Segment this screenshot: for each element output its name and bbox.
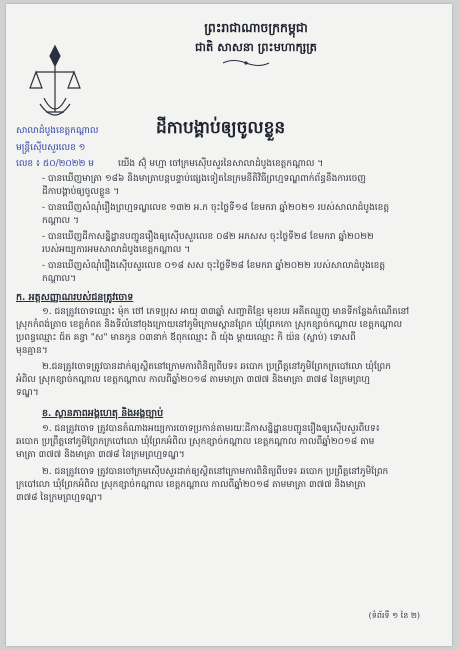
paragraph-line: ២. ជនត្រូវចោទ ត្រូវបានចៅក្រមស៊ើបសួរដាក់ឲ្យស្ថិតនៅក្រោមការពិនិត្យពីបទ៖ ឆបោក ប្រព្រឹត្តនៅភូមិព្រែក xyxy=(42,467,389,477)
paragraph-line: ទណ្ឌ។ xyxy=(16,388,39,398)
consideration-line: - បានឃើញមាត្រា ១៨៦ និងមាត្រាបន្តបន្ទាប់ផ្សេងទៀតនៃក្រមនីតិវិធីព្រហ្មទណ្ឌពាក់ព័ន្ធនឹងការចេញ xyxy=(42,174,366,184)
consideration-line: របស់អយ្យការអមសាលាដំបូងខេត្តកណ្តាល ។ xyxy=(42,245,191,255)
page-number: (ទំព័រទី ១ នៃ ២) xyxy=(368,611,420,620)
document-title: ដីកាបង្គាប់ឲ្យចូលខ្លួន xyxy=(156,118,286,138)
section-identity-heading: ក. អត្តសញ្ញាណរបស់ជនត្រូវចោទ xyxy=(16,292,134,303)
paragraph-line: មាត្រា ៣៧៧ និងមាត្រា ៣៧៨ នៃក្រមព្រហ្មទណ្ឌ។ xyxy=(16,450,185,460)
paragraph-line: ៣៧៨ នៃក្រមព្រហ្មទណ្ឌ។ xyxy=(16,493,103,503)
ornament-divider-icon xyxy=(221,58,271,68)
paragraph-line: ១. ជនត្រូវចោទ ត្រូវបានតំណាងអយ្យការចោទប្រកាន់តាមរយៈដីកាសន្និដ្ឋានបញ្ជូនរឿងឲ្យស៊ើបសួរពីបទ៖ xyxy=(42,424,380,434)
investigating-office: មន្ត្រីស៊ើបសួរលេខ ១ xyxy=(16,143,86,153)
consideration-line: - បានឃើញសំណុំរឿងព្រហ្មទណ្ឌលេខ ១៣២ អ.ក ចុះថ្ងៃទី១៨ ខែមករា ឆ្នាំ២០២១ របស់សាលាដំបូងខេត្ត xyxy=(42,203,390,213)
document-page xyxy=(6,4,452,646)
consideration-line: កណ្តាល។ xyxy=(42,274,77,284)
issuing-judge-line: យើង ស៊ុំ មហ្មា ចៅក្រមស៊ើបសួរនៃសាលាដំបូងខេត្តកណ្តាល ។ xyxy=(118,159,324,169)
kingdom-heading: ព្រះរាជាណាចក្រកម្ពុជា xyxy=(204,20,308,35)
paragraph-line: ១. ជនត្រូវចោទឈ្មោះ ម៉ុក ថៅ ភេទប្រុស អាយុ ៣៣ឆ្នាំ សញ្ជាតិខ្មែរ មុខរបរ អតីតឈ្មួញ មានទីកន្លែងកំណើតនៅ xyxy=(42,307,410,317)
paragraph-line: ក្របៅលោ ឃុំព្រែកអំពិល ស្រុកខ្សាច់កណ្តាល ខេត្តកណ្តាល កាលពីឆ្នាំ២០១៨ តាមមាត្រា ៣៧៧ និងមាត្រា xyxy=(16,480,366,490)
paragraph-line: មុនគ្មាន។ xyxy=(16,346,48,356)
consideration-line: - បានឃើញដីកាសន្និដ្ឋានបញ្ជូនរឿងឲ្យស៊ើបសួរលេខ ០៨២ អភសស ចុះថ្ងៃទី២៨ ខែមករា ឆ្នាំ២០២២ xyxy=(42,232,374,242)
paragraph-line: អំពិល ស្រុកខ្សាច់កណ្តាល ខេត្តកណ្តាល កាលពីឆ្នាំ២០១៨ តាមមាត្រា ៣៧៧ និងមាត្រា ៣៧៨ នៃក្រមព្រហ្ម xyxy=(16,375,370,385)
section-facts-law-heading: ខ. ស្ថានភាពអង្គហេតុ និងអង្គច្បាប់ xyxy=(42,408,164,419)
consideration-line: - បានឃើញសំណុំរឿងស៊ើបសួរលេខ ០១៨ សស ចុះថ្ងៃទី២៨ ខែមករា ឆ្នាំ២០២២ របស់សាលាដំបូងខេត្ត xyxy=(42,261,386,271)
consideration-line: កណ្តាល ។ xyxy=(42,216,79,226)
consideration-line: ដីកាបង្គាប់ឲ្យចូលខ្លួន ។ xyxy=(42,187,120,197)
court-name: សាលាដំបូងខេត្តកណ្តាល xyxy=(16,126,99,136)
document-number: លេខ ៖ ៥០/២០២២ ម xyxy=(16,159,94,169)
paragraph-line: ឆបោក ប្រព្រឹត្តនៅភូមិព្រែកក្របៅលោ ឃុំព្រែកអំពិល ស្រុកខ្សាច់កណ្តាល ខេត្តកណ្តាល កាលពីឆ្នាំ២០១៨ តាម xyxy=(16,437,375,447)
paragraph-line: ប្រពន្ធឈ្មោះ ជ៍ត គន្ធា "ស" មានកូន ០៣នាក់ ឪពុកឈ្មោះ ពិ យ៉ុង ម្តាយឈ្មោះ កិ យ៉ន (ស្លាប់) ទោសពី xyxy=(16,333,356,343)
court-emblem-icon xyxy=(26,42,84,122)
paragraph-line: ស្រុកកំពង់ត្រាច ខេត្តកំពត និងទីលំនៅចុងក្រោយនៅភូមិក្រោមស្ពានព្រែក ឃុំព្រែកកោ ស្រុកខ្សាច់កណ្តាល ខេត្តកណ្តាល xyxy=(16,320,403,330)
paragraph-line: ២.ជនត្រូវចោទត្រូវបានដាក់ឲ្យស្ថិតនៅក្រោមការពិនិត្យពីបទ៖ ឆបោក ប្រព្រឹត្តនៅភូមិព្រែកក្របៅលោ ឃុំព្រែក xyxy=(42,362,391,372)
national-motto: ជាតិ សាសនា ព្រះមហាក្សត្រ xyxy=(195,40,317,54)
